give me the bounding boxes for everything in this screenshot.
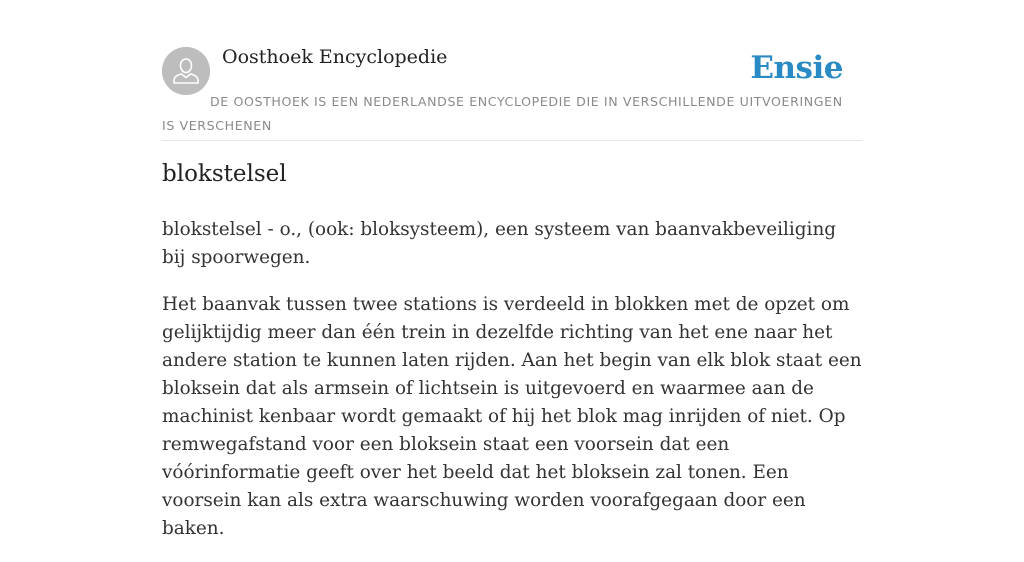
- source-description: DE OOSTHOEK IS EEN NEDERLANDSE ENCYCLOPEDIE DIE IN VERSCHILLENDE UITVOERINGEN IS VERSCHENEN: [162, 94, 843, 133]
- ensie-logo-link[interactable]: Ensie: [750, 50, 843, 86]
- entry-paragraph: blokstelsel - o., (ook: bloksysteem), een systeem van baanvakbeveiliging bij spoorwegen.: [162, 219, 837, 268]
- source-title[interactable]: Oosthoek Encyclopedie: [222, 46, 448, 68]
- source-header: [162, 44, 862, 141]
- user-avatar-icon[interactable]: [162, 47, 210, 95]
- entry-body: [162, 216, 862, 562]
- entry-paragraph: Het baanvak tussen twee stations is verdeeld in blokken met de opzet om gelijktijdig meer dan één trein in dezelfde richting van het ene naar het andere station te kunnen laten rijden. Aan het begin van elk blok staat een bloksein dat als armsein of lichtsein is uitgevoerd en waarmee aan de machinist kenbaar wordt gemaakt of hij het blok mag inrijden of niet. Op remwegafstand voor een bloksein staat een voorsein dat een vóórinformatie geeft over het beeld dat het bloksein zal tonen. Een voorsein kan als extra waarschuwing worden voorafgegaan door een baken.: [162, 294, 862, 539]
- entry-title: blokstelsel: [162, 161, 287, 187]
